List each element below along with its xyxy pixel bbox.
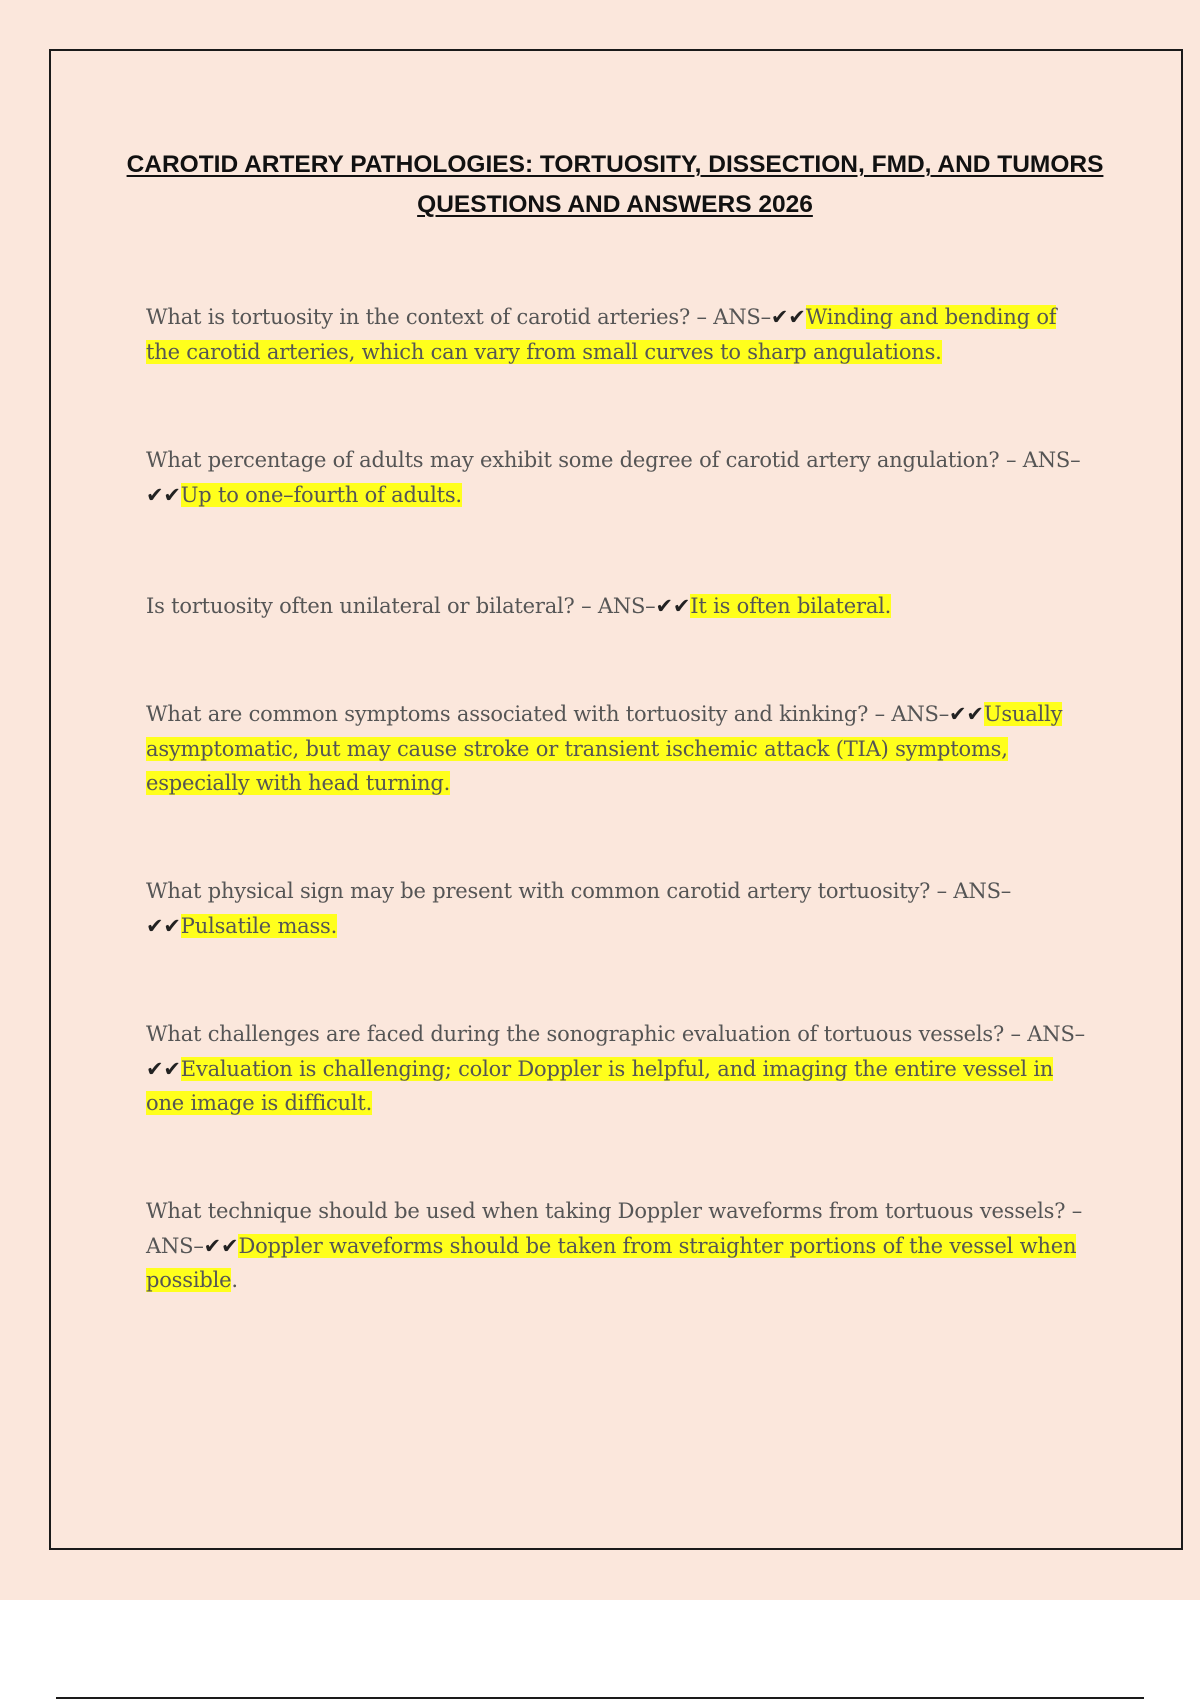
qa-item-6 <box>146 1017 1096 1121</box>
double-check-icon: ✔✔ <box>146 482 181 507</box>
question-text: What percentage of adults may exhibit some degree of carotid artery angulation? – ANS– <box>146 448 1081 472</box>
double-check-icon: ✔✔ <box>770 305 806 329</box>
answer-text: Evaluation is challenging; color Doppler is helpful, and imaging the entire vessel in one image is difficult. <box>146 1056 1054 1115</box>
answer-text: Up to one–fourth of adults. <box>180 482 462 507</box>
double-check-icon: ✔✔ <box>203 1233 239 1258</box>
answer-text: Winding and bending of the carotid arteries, which can vary from small curves to sharp angulations. <box>146 305 1057 364</box>
qa-item-1 <box>146 300 1096 369</box>
question-text: Is tortuosity often unilateral or bilateral? – ANS– <box>146 594 656 618</box>
qa-item-7 <box>146 1194 1096 1298</box>
double-check-icon: ✔✔ <box>949 702 984 726</box>
double-check-icon: ✔✔ <box>146 913 181 938</box>
title-line-1: CAROTID ARTERY PATHOLOGIES: TORTUOSITY, DISSECTION, FMD, AND TUMORS <box>126 151 1104 178</box>
question-text: What are common symptoms associated with tortuosity and kinking? – ANS– <box>146 702 950 726</box>
answer-text: It is often bilateral. <box>690 594 892 618</box>
qa-item-3 <box>146 589 1096 624</box>
question-text: What physical sign may be present with common carotid artery tortuosity? – ANS– <box>146 879 1012 903</box>
double-check-icon: ✔✔ <box>146 1056 181 1081</box>
trailing-period: . <box>231 1268 238 1292</box>
double-check-icon: ✔✔ <box>655 594 691 618</box>
question-text: What technique should be used when taking Doppler waveforms from tortuous vessels? – ANS– <box>146 1199 1083 1258</box>
qa-item-2 <box>146 443 1096 512</box>
answer-text: Doppler waveforms should be taken from straighter portions of the vessel when possible <box>146 1233 1077 1292</box>
footer-rule <box>56 1697 1144 1699</box>
answer-text: Usually asymptomatic, but may cause stroke or transient ischemic attack (TIA) symptoms, especially with head turning. <box>146 702 1063 795</box>
question-text: What challenges are faced during the sonographic evaluation of tortuous vessels? – ANS– <box>146 1022 1085 1046</box>
document-title <box>100 145 1130 225</box>
title-line-2: QUESTIONS AND ANSWERS 2026 <box>417 191 813 218</box>
qa-item-5 <box>146 874 1096 943</box>
question-text: What is tortuosity in the context of carotid arteries? – ANS– <box>146 305 771 329</box>
qa-item-4 <box>146 697 1096 801</box>
answer-text: Pulsatile mass. <box>180 913 338 938</box>
